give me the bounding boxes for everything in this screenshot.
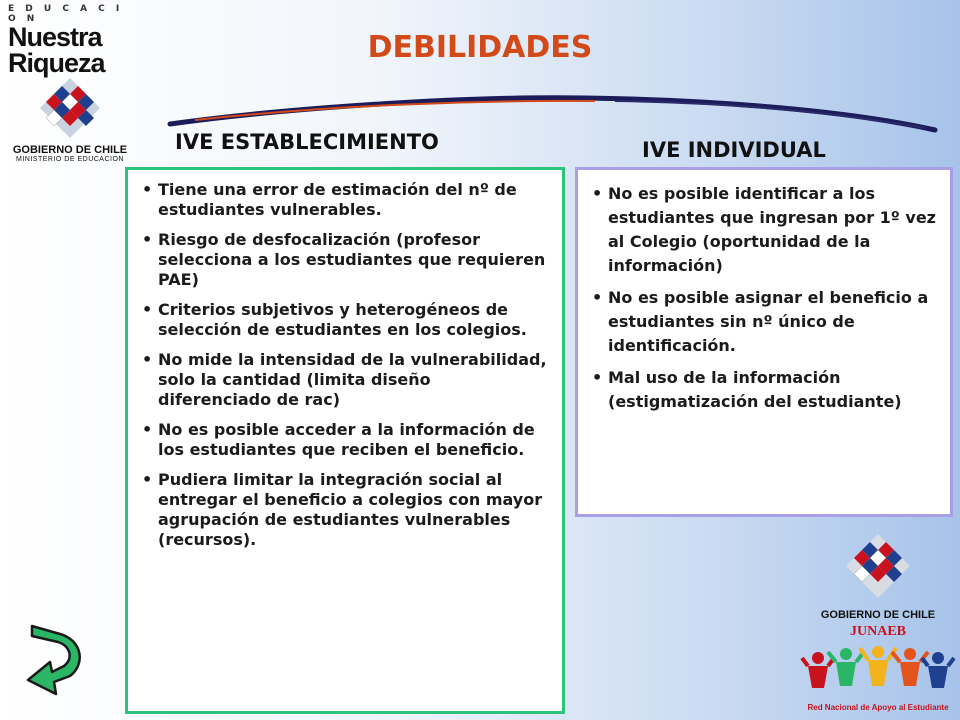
- list-item: • Tiene una error de estimación del nº de estudiantes vulnerables.: [142, 180, 548, 220]
- chile-emblem-icon: [8, 76, 132, 140]
- ive-individual-box: [575, 167, 953, 517]
- chile-emblem-icon: [846, 534, 910, 598]
- junaeb-logo: [800, 530, 956, 715]
- gov-line: GOBIERNO DE CHILE: [12, 144, 128, 156]
- right-column-title: IVE INDIVIDUAL: [642, 138, 826, 162]
- logo-word-1: Nuestra: [8, 22, 102, 52]
- junaeb-tagline: Red Nacional de Apoyo al Estudiante: [807, 703, 949, 712]
- list-item: • No es posible identificar a los estudiantes que ingresan por 1º vez al Colegio (oportunidad de la información): [592, 182, 938, 278]
- logo-word-2: Riqueza: [8, 48, 105, 78]
- list-item: • No es posible asignar el beneficio a estudiantes sin nº único de identificación.: [592, 286, 938, 358]
- right-list: [592, 182, 938, 414]
- gov-sub: MINISTERIO DE EDUCACION: [16, 156, 124, 163]
- logo-eyebrow: E D U C A C I O N: [8, 4, 124, 24]
- left-list: [142, 180, 548, 550]
- return-arrow-icon[interactable]: [20, 620, 92, 700]
- list-item: • Criterios subjetivos y heterogéneos de selección de estudiantes en los colegios.: [142, 300, 548, 340]
- list-item: • Riesgo de desfocalización (profesor selecciona a los estudiantes que requieren PAE): [142, 230, 548, 290]
- list-item: • No mide la intensidad de la vulnerabilidad, solo la cantidad (limita diseño diferenciado de rac): [142, 350, 548, 410]
- list-item: • No es posible acceder a la información de los estudiantes que reciben el beneficio.: [142, 420, 548, 460]
- list-item: • Mal uso de la información (estigmatización del estudiante): [592, 366, 938, 414]
- left-column-title: IVE ESTABLECIMIENTO: [175, 130, 439, 154]
- junaeb-children-icon: [802, 646, 954, 688]
- page-title: DEBILIDADES: [367, 30, 593, 65]
- junaeb-gov-line: GOBIERNO DE CHILE: [820, 609, 936, 621]
- list-item: • Pudiera limitar la integración social al entregar el beneficio a colegios con mayor agrupación de estudiantes vulnerables (recursos).: [142, 470, 548, 550]
- ive-establecimiento-box: [125, 167, 565, 714]
- nuestra-riqueza-logo: [8, 4, 132, 163]
- brush-stroke-divider: [165, 86, 945, 136]
- junaeb-name: JUNAEB: [849, 624, 907, 639]
